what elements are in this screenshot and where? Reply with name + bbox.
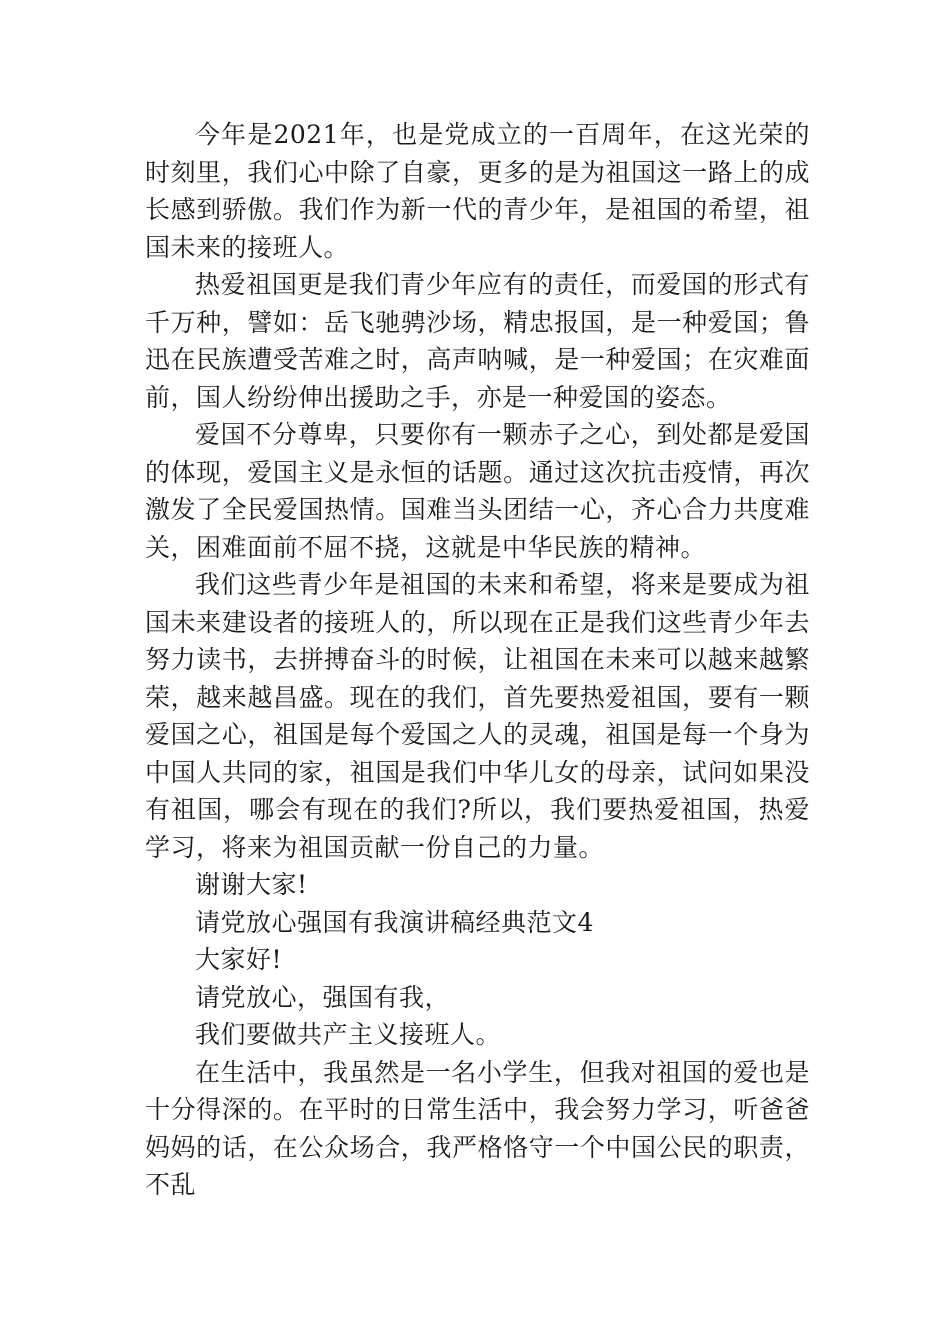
paragraph-patriotism-forms: 热爱祖国更是我们青少年应有的责任，而爱国的形式有千万种，譬如：岳飞驰骋沙场，精忠报国，是一种爱国；鲁迅在民族遭受苦难之时，高声呐喊，是一种爱国；在灾难面前，国人纷纷伸出援助之手，亦是一种爱国的姿态。: [145, 270, 810, 412]
paragraph-youth-future: 我们这些青少年是祖国的未来和希望，将来是要成为祖国未来建设者的接班人的，所以现在正是我们这些青少年去努力读书，去拼搏奋斗的时候，让祖国在未来可以越来越繁荣，越来越昌盛。现在的我们，首先要热爱祖国，要有一颗爱国之心，祖国是每个爱国之人的灵魂，祖国是每一个身为中国人共同的家，祖国是我们中华儿女的母亲，试问如果没有祖国，哪会有现在的我们?所以，我们要热爱祖国，热爱学习，将来为祖国贡献一份自己的力量。: [145, 570, 810, 862]
paragraph-slogan: 请党放心，强国有我，: [195, 982, 451, 1012]
section-title: 请党放心强国有我演讲稿经典范文4: [195, 907, 594, 937]
paragraph-successor: 我们要做共产主义接班人。: [195, 1020, 502, 1049]
paragraph-thanks: 谢谢大家!: [195, 870, 308, 899]
paragraph-greeting: 大家好!: [195, 945, 283, 974]
paragraph-patriotism-spirit: 爱国不分尊卑，只要你有一颗赤子之心，到处都是爱国的体现，爱国主义是永恒的话题。通过这次抗击疫情，再次激发了全民爱国热情。国难当头团结一心，齐心合力共度难关，困难面前不屈不挠，这就是中华民族的精神。: [145, 420, 810, 562]
paragraph-daily-life: 在生活中，我虽然是一名小学生，但我对祖国的爱也是十分得深的。在平时的日常生活中，我会努力学习，听爸爸妈妈的话，在公众场合，我严格恪守一个中国公民的职责，不乱: [145, 1057, 810, 1199]
document-body: [145, 116, 810, 1204]
paragraph-intro: 今年是2021年，也是党成立的一百周年，在这光荣的时刻里，我们心中除了自豪，更多的是为祖国这一路上的成长感到骄傲。我们作为新一代的青少年，是祖国的希望，祖国未来的接班人。: [145, 120, 810, 262]
